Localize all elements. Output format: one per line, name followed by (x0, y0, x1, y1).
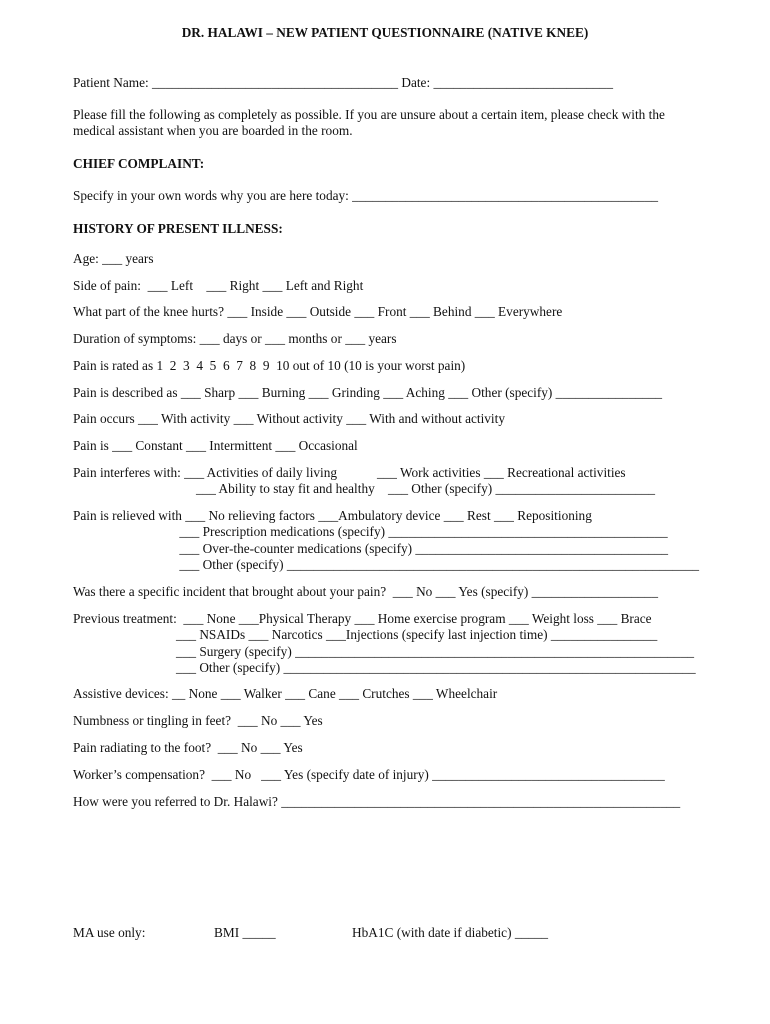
chief-complaint-line: Specify in your own words why you are here today: ______________________________________________ (73, 188, 658, 203)
referral-line: How were you referred to Dr. Halawi? ____________________________________________________________ (73, 794, 681, 809)
workers-comp-line: Worker’s compensation? ___ No ___ Yes (specify date of injury) ___________________________________ (73, 767, 665, 782)
side-of-pain-line: Side of pain: ___ Left ___ Right ___ Left and Right (73, 278, 364, 293)
history-heading: HISTORY OF PRESENT ILLNESS: (73, 221, 283, 236)
incident-line: Was there a specific incident that brought about your pain? ___ No ___ Yes (specify) ___________________ (73, 584, 658, 599)
pain-is-line: Pain is ___ Constant ___ Intermittent ___ Occasional (73, 438, 358, 453)
age-line: Age: ___ years (73, 251, 154, 266)
duration-line: Duration of symptoms: ___ days or ___ months or ___ years (73, 331, 397, 346)
pain-relieved-line-4: ___ Other (specify) ______________________________________________________________ (73, 557, 700, 572)
bmi-field: BMI _____ (214, 925, 276, 940)
treatment-line-4: ___ Other (specify) ______________________________________________________________ (73, 660, 696, 675)
instructions-line-1: Please fill the following as completely as possible. If you are unsure about a certain item, please check with the (73, 107, 665, 122)
treatment-line-1: Previous treatment: ___ None ___Physical Therapy ___ Home exercise program ___ Weight loss ___ Brace (73, 611, 652, 626)
page-title: DR. HALAWI – NEW PATIENT QUESTIONNAIRE (NATIVE KNEE) (181, 25, 589, 40)
pain-relieved-line-3: ___ Over-the-counter medications (specify) ______________________________________ (73, 541, 669, 556)
pain-rating-line: Pain is rated as 1 2 3 4 5 6 7 8 9 10 out of 10 (10 is your worst pain) (73, 358, 466, 373)
instructions-line-2: medical assistant when you are boarded in the room. (73, 123, 353, 138)
treatment-line-2: ___ NSAIDs ___ Narcotics ___Injections (specify last injection time) ________________ (73, 627, 658, 642)
numbness-line: Numbness or tingling in feet? ___ No ___ Yes (73, 713, 323, 728)
pain-described-line: Pain is described as ___ Sharp ___ Burning ___ Grinding ___ Aching ___ Other (specify) ________________ (73, 385, 663, 400)
hba1c-field: HbA1C (with date if diabetic) _____ (352, 925, 549, 940)
patient-name-date-line: Patient Name: _____________________________________ Date: ___________________________ (73, 75, 613, 90)
pain-relieved-line-1: Pain is relieved with ___ No relieving factors ___Ambulatory device ___ Rest ___ Repositioning (73, 508, 592, 523)
pain-interferes-line-2: ___ Ability to stay fit and healthy ___ Other (specify) ________________________ (73, 481, 656, 496)
assistive-devices-line: Assistive devices: __ None ___ Walker ___ Cane ___ Crutches ___ Wheelchair (73, 686, 498, 701)
knee-location-line: What part of the knee hurts? ___ Inside ___ Outside ___ Front ___ Behind ___ Everywhere (73, 304, 563, 319)
pain-occurs-line: Pain occurs ___ With activity ___ Without activity ___ With and without activity (73, 411, 505, 426)
treatment-line-3: ___ Surgery (specify) ____________________________________________________________ (73, 644, 694, 659)
pain-interferes-line-1: Pain interferes with: ___ Activities of daily living ___ Work activities ___ Recreational activities (73, 465, 626, 480)
ma-use-label: MA use only: (73, 925, 146, 940)
radiating-line: Pain radiating to the foot? ___ No ___ Yes (73, 740, 303, 755)
pain-relieved-line-2: ___ Prescription medications (specify) __________________________________________ (73, 524, 668, 539)
chief-complaint-heading: CHIEF COMPLAINT: (73, 156, 205, 171)
